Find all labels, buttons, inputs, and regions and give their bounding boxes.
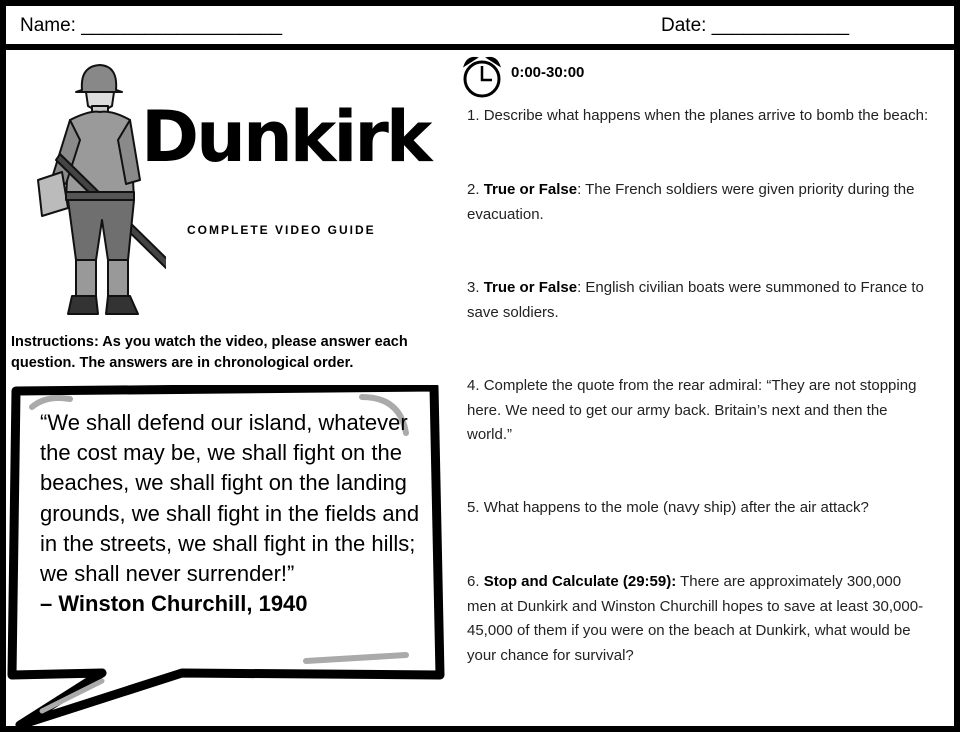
quote-text: “We shall defend our island, whatever the cost may be, we shall fight on the beaches, we shall fight on the landing grounds, we shall fight in the fields and in the streets, we shall fight in the hills; we shall never surrender!”	[40, 410, 420, 587]
question-6	[467, 570, 929, 668]
question-number: 4.	[467, 377, 480, 394]
question-4	[467, 374, 929, 448]
question-1	[467, 104, 929, 129]
question-text: : The French soldiers were given priority during the evacuation.	[467, 181, 915, 223]
question-lead: True or False	[483, 279, 578, 296]
name-label: Name:	[20, 15, 76, 36]
date-blank: _____________	[711, 15, 850, 36]
question-number: 5.	[467, 499, 480, 516]
question-text: There are approximately 300,000 men at Dunkirk and Winston Churchill hopes to save at least 30,000-45,000 of them if you were on the beach at Dunkirk, what would be your chance for survival?	[467, 573, 924, 664]
name-line	[20, 15, 282, 37]
worksheet-body	[6, 50, 954, 726]
question-text: Describe what happens when the planes arrive to bomb the beach:	[483, 107, 929, 124]
question-3	[467, 276, 929, 325]
question-lead: True or False	[483, 181, 578, 198]
churchill-quote	[40, 408, 420, 619]
time-range: 0:00-30:00	[511, 64, 585, 81]
question-text: Complete the quote from the rear admiral: “They are not stopping here. We need to get our army back. Britain’s next and then the world.”	[467, 377, 917, 443]
quote-attribution: – Winston Churchill, 1940	[40, 591, 308, 617]
question-number: 1.	[467, 107, 480, 124]
question-text: : English civilian boats were summoned to France to save soldiers.	[467, 279, 924, 321]
question-number: 6.	[467, 573, 480, 590]
question-number: 2.	[467, 181, 480, 198]
header-bar	[6, 6, 954, 44]
name-blank: ___________________	[81, 15, 283, 36]
question-number: 3.	[467, 279, 480, 296]
question-text: What happens to the mole (navy ship) after the air attack?	[483, 499, 869, 516]
date-line	[661, 15, 849, 37]
date-label: Date:	[661, 15, 707, 36]
question-2	[467, 178, 929, 227]
alarm-clock-icon	[460, 54, 504, 98]
question-lead: Stop and Calculate (29:59):	[483, 573, 677, 590]
subtitle: COMPLETE VIDEO GUIDE	[187, 223, 376, 237]
instructions: Instructions: As you watch the video, please answer each question. The answers are in chronological order.	[11, 334, 408, 371]
question-5	[467, 496, 929, 521]
title: Dunkirk	[141, 96, 430, 178]
